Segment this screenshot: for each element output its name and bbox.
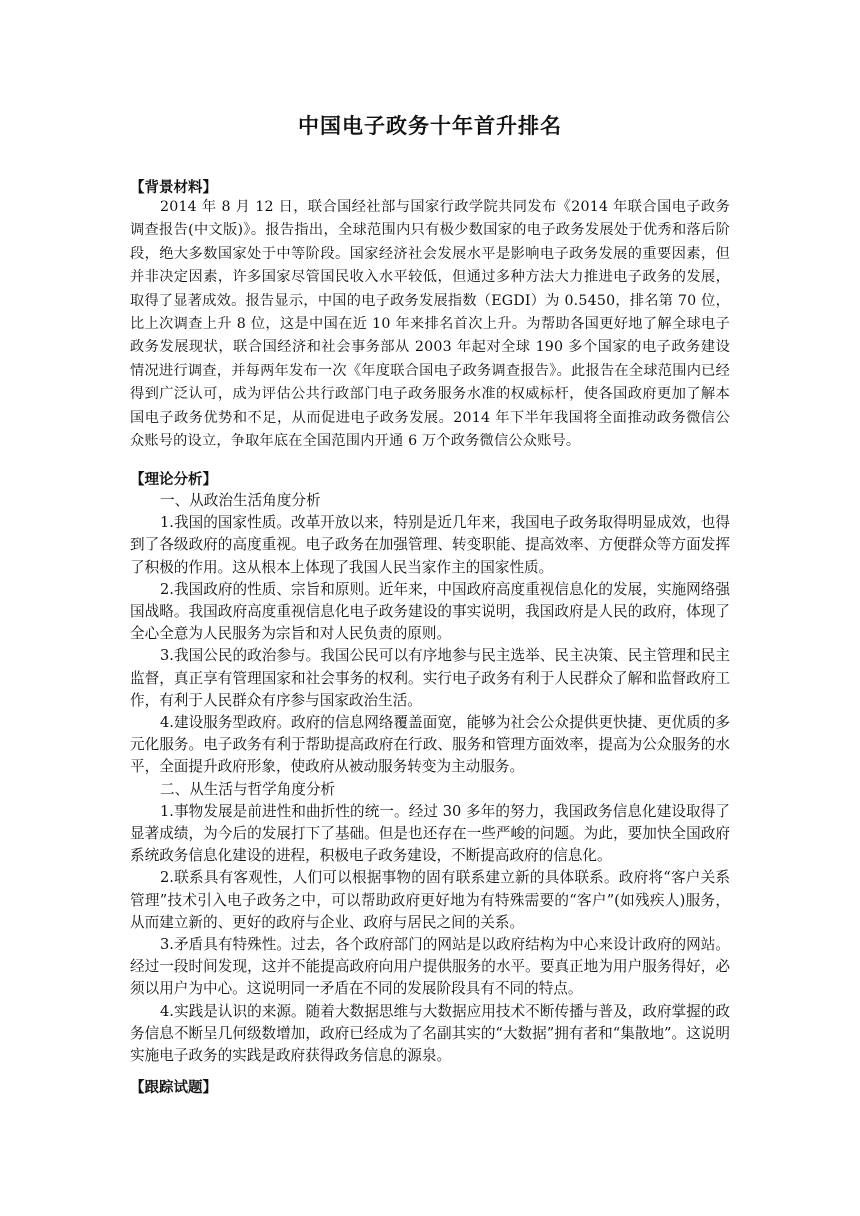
theory-paragraph: 1.我国的国家性质。改革开放以来，特别是近几年来，我国电子政务取得明显成效，也得到了各级政府的高度重视。电子政务在加强管理、转变职能、提高效率、方便群众等方面发挥了积极的作用。这从根本上体现了我国人民当家作主的国家性质。	[130, 514, 730, 576]
theory-subheading-philosophy: 二、从生活与哲学角度分析	[160, 780, 336, 798]
theory-paragraph: 2.我国政府的性质、宗旨和原则。近年来，中国政府高度重视信息化的发展，实施网络强国战略。我国政府高度重视信息化电子政务建设的事实说明，我国政府是人民的政府，体现了全心全意为人民服务为宗旨和对人民负责的原则。	[130, 580, 730, 643]
theory-subheading-politics: 一、从政治生活角度分析	[160, 492, 321, 509]
theory-heading: 【理论分析】	[130, 472, 217, 488]
theory-paragraph: 2.联系具有客观性，人们可以根据事物的固有联系建立新的具体联系。政府将“客户关系管理”技术引入电子政务之中，可以帮助政府更好地为有特殊需要的“客户”(如残疾人)服务，从而建立新的、更好的政府与企业、政府与居民之间的关系。	[130, 869, 730, 931]
background-paragraph: 2014 年 8 月 12 日，联合国经社部与国家行政学院共同发布《2014 年联合国电子政务调查报告(中文版)》。报告指出，全球范围内只有极少数国家的电子政务发展处于优秀和落后阶段，绝大多数国家处于中等阶段。国家经济社会发展水平是影响电子政务发展的重要因素，但并非决定因素，许多国家尽管国民收入水平较低，但通过多种方法大力推进电子政务的发展，取得了显著成效。报告显示，中国的电子政务发展指数（EGDI）为 0.5450，排名第 70 位，比上次调查上升 8 位，这是中国在近 10 年来排名首次上升。为帮助各国更好地了解全球电子政务发展现状，联合国经济和社会事务部从 2003 年起对全球 190 多个国家的电子政务建设情况进行调查，并每两年发布一次《年度联合国电子政务调查报告》。此报告在全球范围内已经得到广泛认可，成为评估公共行政部门电子政务服务水准的权威标杆，使各国政府更加了解本国电子政务优势和不足，从而促进电子政务发展。2014 年下半年我国将全面推动政务微信公众账号的设立，争取年底在全国范围内开通 6 万个政务微信公众账号。	[130, 199, 730, 450]
background-heading: 【背景材料】	[130, 180, 217, 196]
followup-heading: 【跟踪试题】	[130, 1080, 217, 1096]
document-title: 中国电子政务十年首升排名	[298, 114, 562, 138]
theory-paragraph: 1.事物发展是前进性和曲折性的统一。经过 30 多年的努力，我国政务信息化建设取得了显著成绩，为今后的发展打下了基础。但是也还存在一些严峻的问题。为此，要加快全国政府系统政务信息化建设的进程，积极电子政务建设，不断提高政府的信息化。	[130, 802, 730, 865]
theory-paragraph: 3.我国公民的政治参与。我国公民可以有序地参与民主选举、民主决策、民主管理和民主监督，真正享有管理国家和社会事务的权利。实行电子政务有利于人民群众了解和监督政府工作，有利于人民群众有序参与国家政治生活。	[130, 647, 730, 709]
theory-section	[130, 490, 730, 1067]
theory-paragraph: 4.建设服务型政府。政府的信息网络覆盖面宽，能够为社会公众提供更快捷、更优质的多元化服务。电子政务有利于帮助提高政府在行政、服务和管理方面效率，提高为公众服务的水平，全面提升政府形象，使政府从被动服务转变为主动服务。	[130, 714, 730, 776]
theory-paragraph: 3.矛盾具有特殊性。过去，各个政府部门的网站是以政府结构为中心来设计政府的网站。经过一段时间发现，这并不能提高政府向用户提供服务的水平。要真正地为用户服务得好，必须以用户为中心。这说明同一矛盾在不同的发展阶段具有不同的特点。	[130, 936, 730, 998]
theory-paragraph: 4.实践是认识的来源。随着大数据思维与大数据应用技术不断传播与普及，政府掌握的政务信息不断呈几何级数增加，政府已经成为了名副其实的“大数据”拥有者和“集散地”。这说明实施电子政务的实践是政府获得政务信息的源泉。	[130, 1002, 730, 1065]
